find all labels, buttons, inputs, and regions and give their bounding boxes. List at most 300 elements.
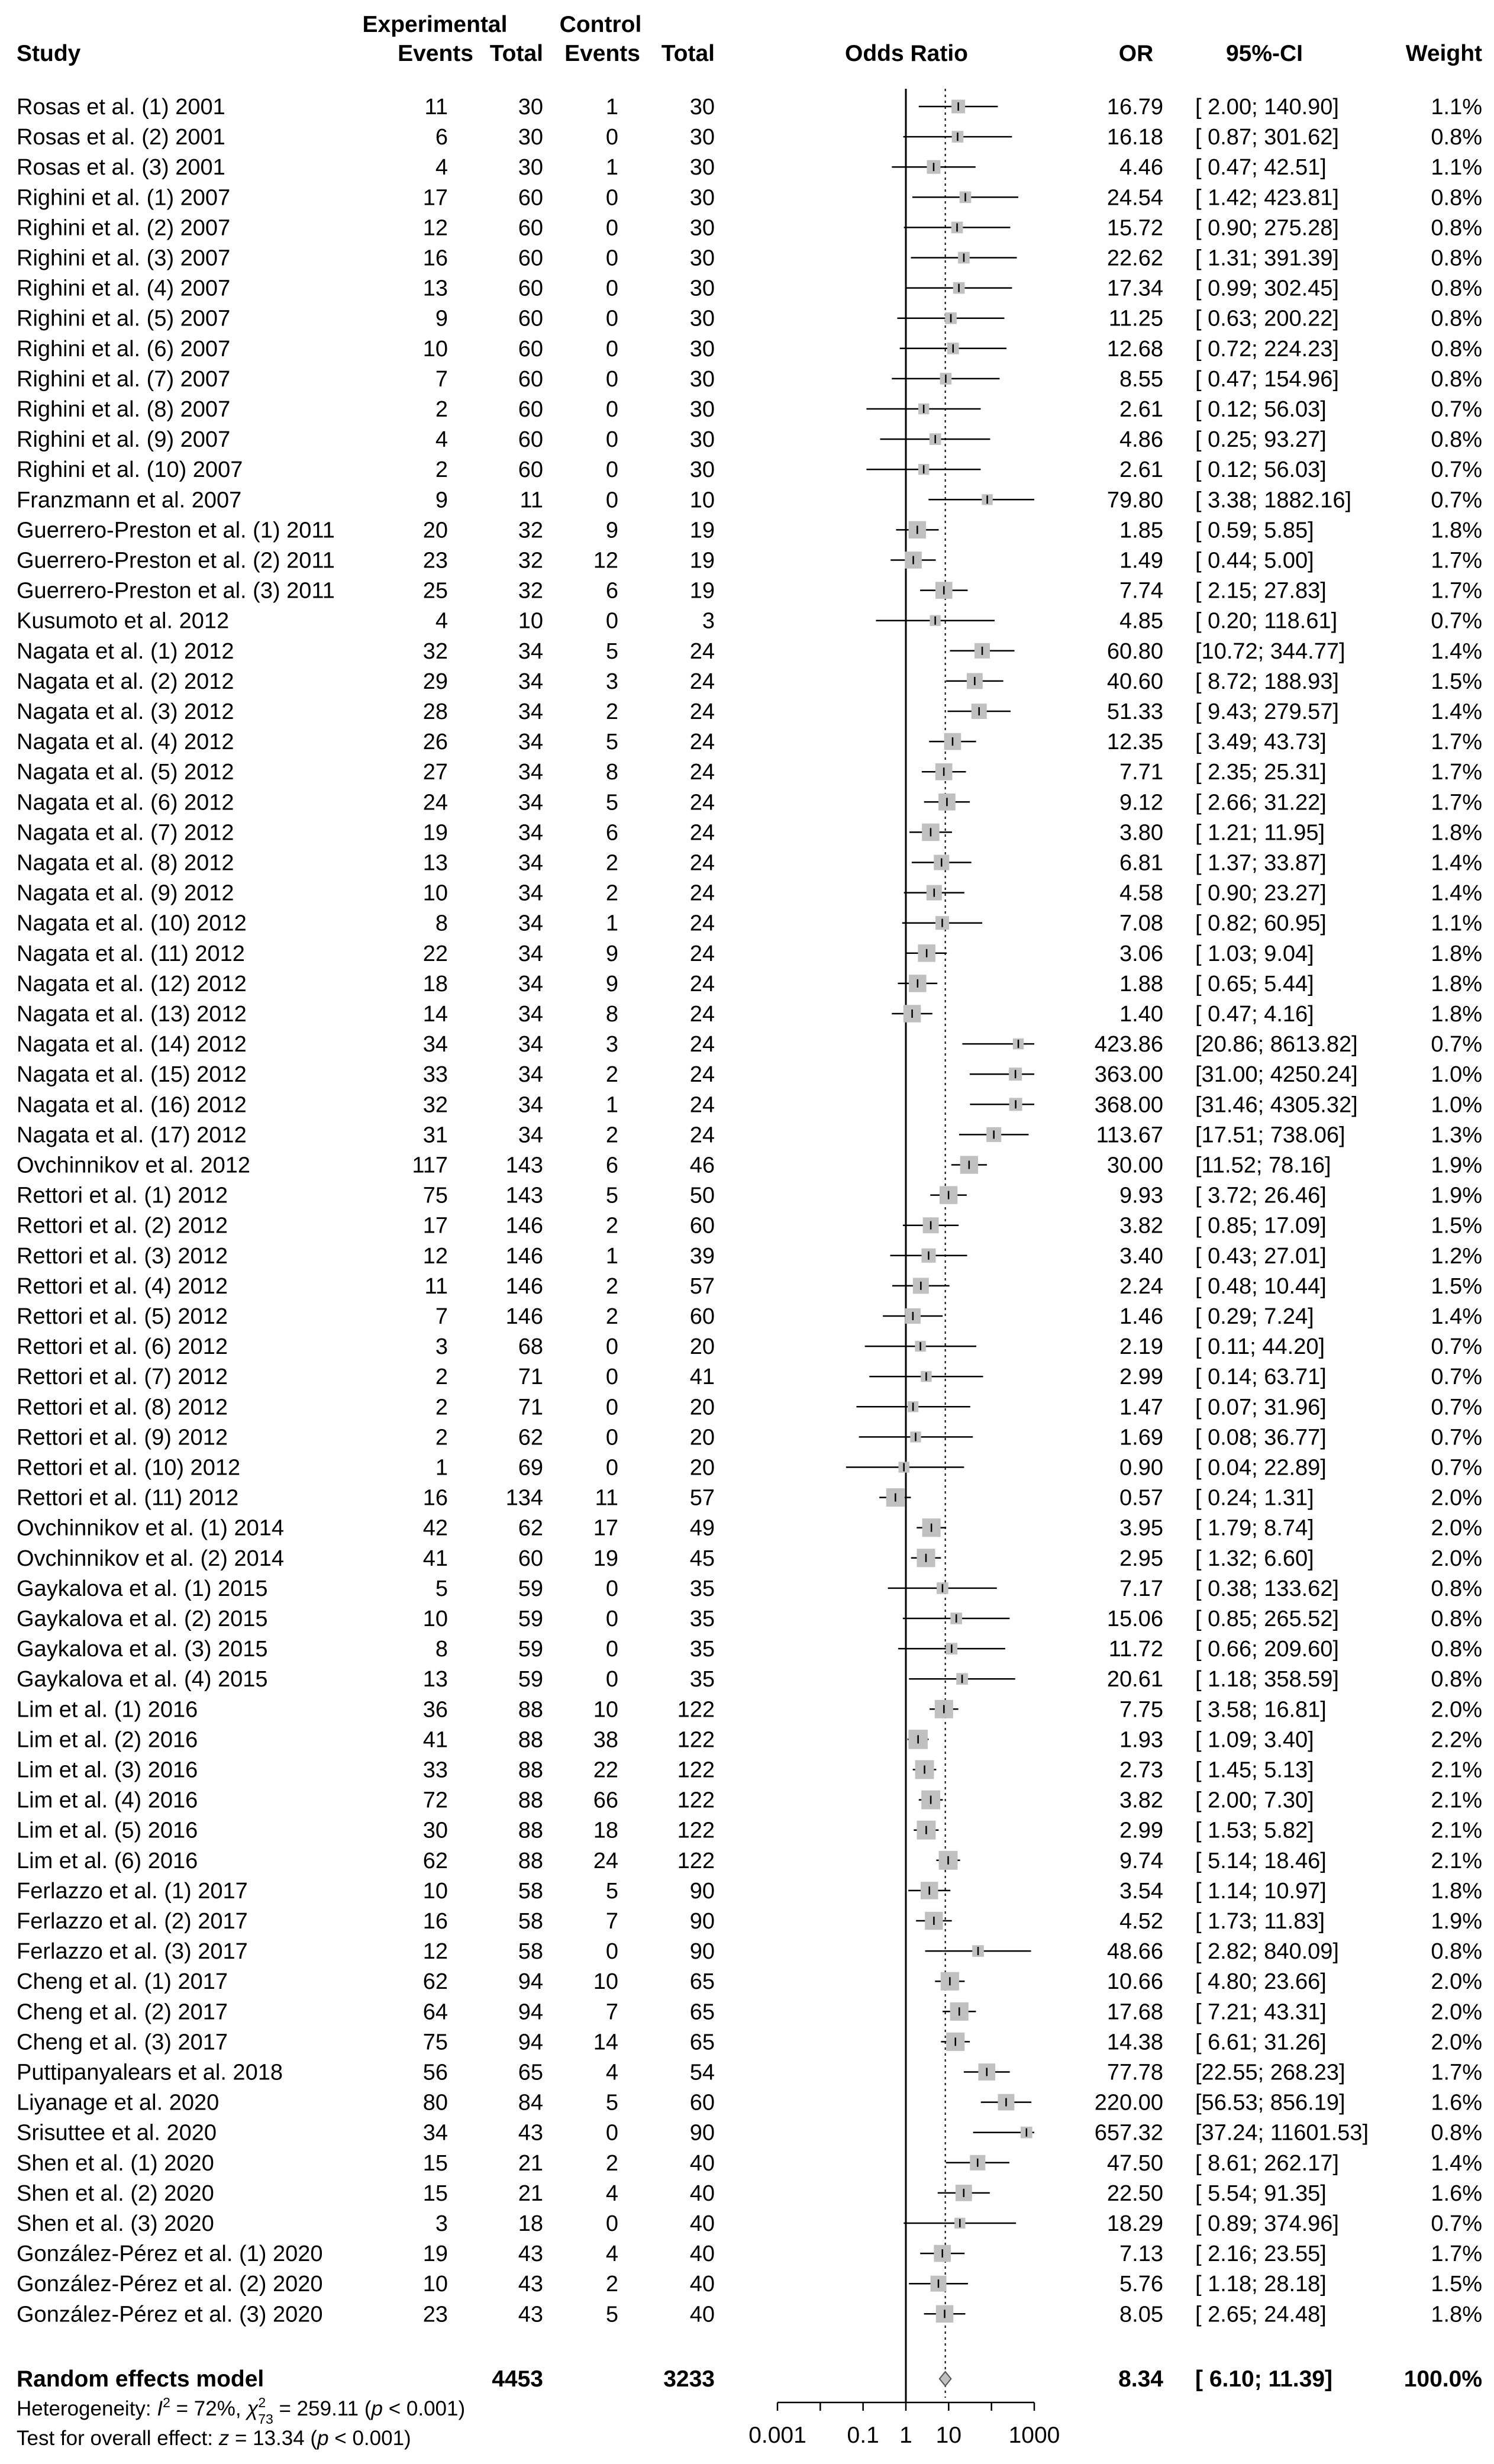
table-row <box>17 1153 1482 1178</box>
table-row <box>17 972 1482 996</box>
or-value: 4.46 <box>1119 155 1163 180</box>
study-label: Guerrero-Preston et al. (1) 2011 <box>17 518 335 543</box>
exp-total: 59 <box>518 1576 543 1601</box>
ctrl-total: 30 <box>689 215 715 241</box>
ctrl-total: 122 <box>677 1697 715 1723</box>
weight-value: 0.7% <box>1431 457 1482 483</box>
study-label: Nagata et al. (13) 2012 <box>17 1002 247 1027</box>
study-label: Gaykalova et al. (1) 2015 <box>17 1576 268 1601</box>
exp-events: 117 <box>412 1153 448 1178</box>
exp-events: 32 <box>422 1092 448 1118</box>
exp-total: 34 <box>518 1092 543 1118</box>
weight-value: 0.8% <box>1431 215 1482 241</box>
study-label: Nagata et al. (3) 2012 <box>17 699 234 724</box>
ctrl-total: 35 <box>689 1607 715 1631</box>
exp-total: 71 <box>518 1395 543 1420</box>
or-value: 7.13 <box>1119 2242 1163 2267</box>
ctrl-total: 35 <box>689 1637 715 1662</box>
exp-total: 88 <box>518 1697 543 1723</box>
ci-value: [ 0.47; 42.51] <box>1195 155 1327 180</box>
weight-value: 1.8% <box>1431 1002 1482 1027</box>
exp-total: 21 <box>518 2181 543 2206</box>
weight-value: 2.1% <box>1431 1818 1482 1843</box>
exp-total: 34 <box>518 760 543 785</box>
table-row <box>17 1456 1482 1481</box>
exp-events: 18 <box>422 971 448 996</box>
weight-value: 0.8% <box>1431 2120 1482 2146</box>
exp-total: 43 <box>518 2242 543 2267</box>
weight-value: 1.5% <box>1431 1213 1482 1239</box>
ctrl-total: 54 <box>689 2060 715 2085</box>
exp-total: 60 <box>518 215 543 241</box>
ctrl-events: 0 <box>605 488 618 513</box>
exp-events: 4 <box>435 608 448 634</box>
ctrl-events: 0 <box>605 246 618 271</box>
ci-value: [ 1.18; 28.18] <box>1195 2272 1327 2297</box>
weight-value: 2.0% <box>1431 1485 1482 1511</box>
table-row <box>17 185 1482 210</box>
ctrl-total: 30 <box>689 427 715 453</box>
ci-value: [ 1.37; 33.87] <box>1195 850 1327 876</box>
weight-value: 1.8% <box>1431 2302 1482 2327</box>
table-row <box>17 1032 1482 1057</box>
exp-events: 7 <box>435 366 448 392</box>
ci-value: [ 0.11; 44.20] <box>1195 1334 1325 1360</box>
x-tick-label: 1 <box>899 2423 912 2448</box>
study-label: Rettori et al. (8) 2012 <box>17 1395 228 1420</box>
or-value: 113.67 <box>1096 1123 1163 1148</box>
ctrl-events: 0 <box>605 1455 618 1481</box>
ctrl-events: 2 <box>605 1213 618 1239</box>
ctrl-total: 122 <box>677 1848 715 1873</box>
table-row <box>17 1637 1482 1662</box>
or-value: 48.66 <box>1106 1939 1163 1965</box>
header-exp-events: Events <box>398 41 473 66</box>
ctrl-events: 0 <box>605 366 618 392</box>
exp-events: 10 <box>422 2272 448 2297</box>
or-value: 3.54 <box>1119 1878 1163 1904</box>
or-value: 11.25 <box>1108 306 1163 331</box>
study-label: González-Pérez et al. (2) 2020 <box>17 2272 323 2297</box>
weight-value: 1.1% <box>1431 95 1482 120</box>
exp-events: 3 <box>435 2211 448 2236</box>
ctrl-events: 22 <box>593 1757 618 1783</box>
exp-events: 11 <box>424 1273 448 1299</box>
or-value: 4.85 <box>1119 608 1163 634</box>
or-value: 1.47 <box>1119 1395 1163 1420</box>
exp-total: 32 <box>518 578 543 604</box>
table-row <box>17 1546 1482 1571</box>
ci-value: [ 1.73; 11.83] <box>1195 1909 1325 1934</box>
weight-value: 1.7% <box>1431 730 1482 755</box>
summary-weight: 100.0% <box>1403 2366 1482 2392</box>
ctrl-events: 0 <box>605 2120 618 2146</box>
ctrl-events: 0 <box>605 397 618 422</box>
exp-events: 13 <box>422 1667 448 1692</box>
weight-value: 0.8% <box>1431 1667 1482 1692</box>
ctrl-events: 0 <box>605 1637 618 1662</box>
exp-events: 25 <box>422 578 448 604</box>
ctrl-total: 24 <box>689 850 715 876</box>
exp-total: 60 <box>518 397 543 422</box>
ctrl-total: 24 <box>689 820 715 846</box>
ctrl-events: 2 <box>605 1123 618 1148</box>
exp-total: 43 <box>518 2302 543 2327</box>
or-value: 1.49 <box>1119 548 1163 573</box>
table-row <box>17 276 1482 301</box>
exp-events: 32 <box>422 638 448 664</box>
ci-value: [ 0.89; 374.96] <box>1195 2211 1339 2236</box>
ci-value: [ 5.54; 91.35] <box>1195 2181 1327 2206</box>
ctrl-events: 24 <box>593 1848 618 1873</box>
weight-value: 1.4% <box>1431 850 1482 876</box>
weight-value: 1.8% <box>1431 1878 1482 1904</box>
or-value: 7.08 <box>1119 911 1163 936</box>
weight-value: 0.8% <box>1431 306 1482 331</box>
ci-value: [ 1.14; 10.97] <box>1195 1878 1327 1904</box>
exp-total: 34 <box>518 971 543 996</box>
ci-value: [11.52; 78.16] <box>1195 1153 1331 1178</box>
table-row <box>17 1365 1482 1389</box>
exp-events: 19 <box>422 820 448 846</box>
ctrl-total: 41 <box>689 1365 715 1390</box>
study-label: Puttipanyalears et al. 2018 <box>17 2060 283 2085</box>
ctrl-events: 66 <box>593 1788 618 1813</box>
exp-events: 8 <box>435 1637 448 1662</box>
weight-value: 2.2% <box>1431 1727 1482 1753</box>
ctrl-total: 24 <box>689 1062 715 1088</box>
or-value: 22.62 <box>1106 246 1163 271</box>
weight-value: 0.8% <box>1431 125 1482 150</box>
table-row <box>17 1183 1482 1208</box>
or-value: 3.80 <box>1119 820 1163 846</box>
exp-total: 60 <box>518 336 543 362</box>
exp-events: 31 <box>422 1123 448 1148</box>
ci-value: [ 0.82; 60.95] <box>1195 911 1327 936</box>
ci-value: [ 0.07; 31.96] <box>1195 1395 1327 1420</box>
exp-total: 58 <box>518 1939 543 1965</box>
study-label: Nagata et al. (7) 2012 <box>17 820 234 846</box>
ci-value: [ 2.00; 140.90] <box>1195 95 1339 120</box>
ci-value: [ 0.38; 133.62] <box>1195 1576 1339 1601</box>
ctrl-total: 24 <box>689 790 715 815</box>
ci-value: [ 0.43; 27.01] <box>1195 1243 1327 1269</box>
ctrl-events: 1 <box>605 95 618 120</box>
study-label: Gaykalova et al. (4) 2015 <box>17 1667 268 1692</box>
exp-total: 34 <box>518 820 543 846</box>
weight-value: 1.5% <box>1431 669 1482 694</box>
table-row <box>17 1092 1482 1117</box>
footer-stats <box>17 2395 465 2450</box>
exp-total: 60 <box>518 306 543 331</box>
exp-total: 68 <box>518 1334 543 1360</box>
exp-total: 30 <box>518 95 543 120</box>
ctrl-total: 3 <box>702 608 715 634</box>
study-label: Rosas et al. (1) 2001 <box>17 95 225 120</box>
table-row <box>17 1667 1482 1692</box>
study-label: Righini et al. (7) 2007 <box>17 366 231 392</box>
ci-value: [31.00; 4250.24] <box>1195 1062 1358 1088</box>
exp-total: 32 <box>518 548 543 573</box>
study-label: Righini et al. (3) 2007 <box>17 246 231 271</box>
ctrl-events: 0 <box>605 1576 618 1601</box>
table-row <box>17 941 1482 966</box>
exp-events: 62 <box>422 1848 448 1873</box>
exp-events: 28 <box>422 699 448 724</box>
or-value: 47.50 <box>1106 2150 1163 2176</box>
exp-total: 11 <box>519 488 543 513</box>
weight-value: 2.1% <box>1431 1788 1482 1813</box>
table-row <box>17 1425 1482 1450</box>
study-label: Ovchinnikov et al. (2) 2014 <box>17 1546 285 1571</box>
study-label: Nagata et al. (1) 2012 <box>17 638 234 664</box>
study-label: Righini et al. (10) 2007 <box>17 457 243 483</box>
exp-total: 94 <box>518 1969 543 1995</box>
exp-total: 146 <box>505 1273 543 1299</box>
weight-value: 1.8% <box>1431 518 1482 543</box>
exp-total: 60 <box>518 1546 543 1571</box>
ctrl-total: 24 <box>689 760 715 785</box>
or-value: 15.06 <box>1106 1607 1163 1631</box>
ci-value: [ 0.20; 118.61] <box>1195 608 1338 634</box>
exp-total: 143 <box>505 1153 543 1178</box>
ci-value: [ 3.49; 43.73] <box>1195 730 1327 755</box>
ci-value: [ 1.03; 9.04] <box>1195 941 1314 966</box>
exp-events: 1 <box>435 1455 448 1481</box>
x-tick-label: 0.001 <box>748 2423 806 2448</box>
ci-value: [ 1.09; 3.40] <box>1195 1727 1314 1753</box>
exp-events: 15 <box>422 2150 448 2176</box>
ci-value: [ 0.87; 301.62] <box>1195 125 1339 150</box>
study-label: Lim et al. (6) 2016 <box>17 1848 198 1873</box>
header-experimental: Experimental <box>362 12 508 37</box>
ctrl-events: 38 <box>593 1727 618 1753</box>
study-label: Rosas et al. (2) 2001 <box>17 125 225 150</box>
exp-total: 34 <box>518 941 543 966</box>
ctrl-total: 24 <box>689 638 715 664</box>
ctrl-events: 10 <box>593 1969 618 1995</box>
study-label: Righini et al. (4) 2007 <box>17 276 231 301</box>
or-value: 16.79 <box>1106 95 1163 120</box>
study-label: Ovchinnikov et al. (1) 2014 <box>17 1515 285 1541</box>
exp-events: 2 <box>435 457 448 483</box>
table-row <box>17 2060 1482 2085</box>
ctrl-total: 40 <box>689 2150 715 2176</box>
exp-events: 29 <box>422 669 448 694</box>
table-row <box>17 427 1482 452</box>
exp-events: 56 <box>422 2060 448 2085</box>
study-label: González-Pérez et al. (3) 2020 <box>17 2302 323 2327</box>
table-row <box>17 730 1482 754</box>
table-row <box>17 1123 1482 1147</box>
exp-events: 11 <box>424 95 448 120</box>
ctrl-events: 4 <box>605 2060 618 2085</box>
exp-total: 21 <box>518 2150 543 2176</box>
exp-events: 19 <box>422 2242 448 2267</box>
weight-value: 0.8% <box>1431 276 1482 301</box>
study-rows <box>17 95 1482 2327</box>
ctrl-events: 0 <box>605 1607 618 1631</box>
or-value: 1.88 <box>1119 971 1163 996</box>
study-label: Ovchinnikov et al. 2012 <box>17 1153 251 1178</box>
ci-value: [ 4.80; 23.66] <box>1195 1969 1327 1995</box>
ctrl-events: 8 <box>605 760 618 785</box>
exp-total: 34 <box>518 638 543 664</box>
study-label: Rettori et al. (11) 2012 <box>17 1485 239 1511</box>
ctrl-events: 0 <box>605 1334 618 1360</box>
table-row <box>17 639 1482 664</box>
ctrl-total: 30 <box>689 366 715 392</box>
or-value: 3.40 <box>1119 1243 1163 1269</box>
table-row <box>17 2151 1482 2176</box>
ctrl-total: 19 <box>689 578 715 604</box>
table-row <box>17 307 1482 331</box>
or-value: 7.75 <box>1119 1697 1163 1723</box>
exp-events: 75 <box>422 1183 448 1208</box>
ctrl-events: 6 <box>605 578 618 604</box>
table-row <box>17 1274 1482 1299</box>
exp-total: 94 <box>518 2030 543 2055</box>
weight-value: 2.0% <box>1431 1697 1482 1723</box>
ctrl-total: 19 <box>689 518 715 543</box>
study-label: Righini et al. (5) 2007 <box>17 306 231 331</box>
table-row <box>17 669 1482 694</box>
weight-value: 0.8% <box>1431 1607 1482 1631</box>
ctrl-total: 20 <box>689 1425 715 1450</box>
or-value: 1.93 <box>1119 1727 1163 1753</box>
ctrl-total: 24 <box>689 699 715 724</box>
or-value: 7.17 <box>1119 1576 1163 1601</box>
exp-events: 27 <box>422 760 448 785</box>
ctrl-events: 11 <box>595 1485 618 1511</box>
table-row <box>17 337 1482 362</box>
study-label: Lim et al. (3) 2016 <box>17 1757 198 1783</box>
exp-total: 30 <box>518 155 543 180</box>
table-row <box>17 820 1482 845</box>
ci-value: [ 0.04; 22.89] <box>1195 1455 1327 1481</box>
study-label: Shen et al. (1) 2020 <box>17 2150 214 2176</box>
study-label: Nagata et al. (14) 2012 <box>17 1032 247 1057</box>
x-tick-label: 1000 <box>1008 2423 1060 2448</box>
ctrl-total: 65 <box>689 1969 715 1995</box>
ctrl-events: 2 <box>605 699 618 724</box>
ctrl-total: 45 <box>689 1546 715 1571</box>
ci-value: [ 2.15; 27.83] <box>1195 578 1327 604</box>
or-value: 423.86 <box>1094 1032 1163 1057</box>
ci-value: [ 0.24; 1.31] <box>1195 1485 1314 1511</box>
ctrl-total: 65 <box>689 1999 715 2025</box>
weight-value: 0.8% <box>1431 1637 1482 1662</box>
weight-value: 1.4% <box>1431 2150 1482 2176</box>
header-weight: Weight <box>1405 41 1482 66</box>
table-row <box>17 488 1482 512</box>
ctrl-events: 10 <box>593 1697 618 1723</box>
ctrl-total: 65 <box>689 2030 715 2055</box>
weight-value: 1.5% <box>1431 2272 1482 2297</box>
exp-events: 20 <box>422 518 448 543</box>
weight-value: 1.1% <box>1431 155 1482 180</box>
or-value: 2.99 <box>1119 1818 1163 1843</box>
ctrl-events: 3 <box>605 669 618 694</box>
exp-events: 10 <box>422 1878 448 1904</box>
table-row <box>17 1334 1482 1359</box>
ctrl-total: 39 <box>689 1243 715 1269</box>
ctrl-total: 30 <box>689 185 715 211</box>
exp-events: 4 <box>435 155 448 180</box>
exp-events: 34 <box>422 2120 448 2146</box>
ctrl-total: 10 <box>689 488 715 513</box>
or-value: 8.55 <box>1119 366 1163 392</box>
study-label: Shen et al. (3) 2020 <box>17 2211 214 2236</box>
ctrl-events: 2 <box>605 850 618 876</box>
exp-total: 30 <box>518 125 543 150</box>
ctrl-total: 40 <box>689 2272 715 2297</box>
ci-value: [ 0.90; 275.28] <box>1195 215 1339 241</box>
or-value: 220.00 <box>1094 2090 1163 2115</box>
exp-events: 10 <box>422 336 448 362</box>
exp-total: 34 <box>518 1123 543 1148</box>
ctrl-total: 90 <box>689 1939 715 1965</box>
ctrl-events: 5 <box>605 1183 618 1208</box>
weight-value: 0.7% <box>1431 1395 1482 1420</box>
study-label: Guerrero-Preston et al. (2) 2011 <box>17 548 335 573</box>
or-value: 17.34 <box>1106 276 1163 301</box>
exp-total: 34 <box>518 881 543 906</box>
weight-value: 1.9% <box>1431 1183 1482 1208</box>
exp-events: 23 <box>422 548 448 573</box>
table-row <box>17 2091 1482 2115</box>
ctrl-events: 0 <box>605 1939 618 1965</box>
ctrl-total: 122 <box>677 1727 715 1753</box>
ci-value: [ 2.00; 7.30] <box>1195 1788 1314 1813</box>
weight-value: 0.7% <box>1431 1032 1482 1057</box>
summary-exp-total: 4453 <box>492 2366 543 2392</box>
exp-events: 2 <box>435 1395 448 1420</box>
exp-events: 26 <box>422 730 448 755</box>
x-tick-label: 10 <box>935 2423 962 2448</box>
table-row <box>17 2211 1482 2236</box>
or-value: 17.68 <box>1106 1999 1163 2025</box>
ci-value: [22.55; 268.23] <box>1195 2060 1345 2085</box>
table-row <box>17 246 1482 271</box>
table-row <box>17 1395 1482 1420</box>
or-value: 363.00 <box>1094 1062 1163 1088</box>
exp-total: 59 <box>518 1667 543 1692</box>
ctrl-total: 20 <box>689 1395 715 1420</box>
or-value: 3.06 <box>1119 941 1163 966</box>
exp-events: 15 <box>422 2181 448 2206</box>
ctrl-total: 24 <box>689 1032 715 1057</box>
ci-value: [ 0.99; 302.45] <box>1195 276 1339 301</box>
table-row <box>17 1062 1482 1087</box>
summary-or: 8.34 <box>1118 2366 1163 2392</box>
ctrl-events: 0 <box>605 1425 618 1450</box>
summary-label: Random effects model <box>17 2366 264 2392</box>
ci-value: [20.86; 8613.82] <box>1195 1032 1358 1057</box>
study-label: Nagata et al. (5) 2012 <box>17 760 234 785</box>
exp-events: 24 <box>422 790 448 815</box>
weight-value: 1.3% <box>1431 1123 1482 1148</box>
table-row <box>17 699 1482 724</box>
table-row <box>17 1727 1482 1752</box>
exp-events: 72 <box>422 1788 448 1813</box>
table-row <box>17 367 1482 392</box>
table-row <box>17 1909 1482 1934</box>
ci-value: [ 0.14; 63.71] <box>1195 1365 1327 1390</box>
study-label: Righini et al. (8) 2007 <box>17 397 231 422</box>
exp-total: 143 <box>505 1183 543 1208</box>
exp-total: 18 <box>518 2211 543 2236</box>
